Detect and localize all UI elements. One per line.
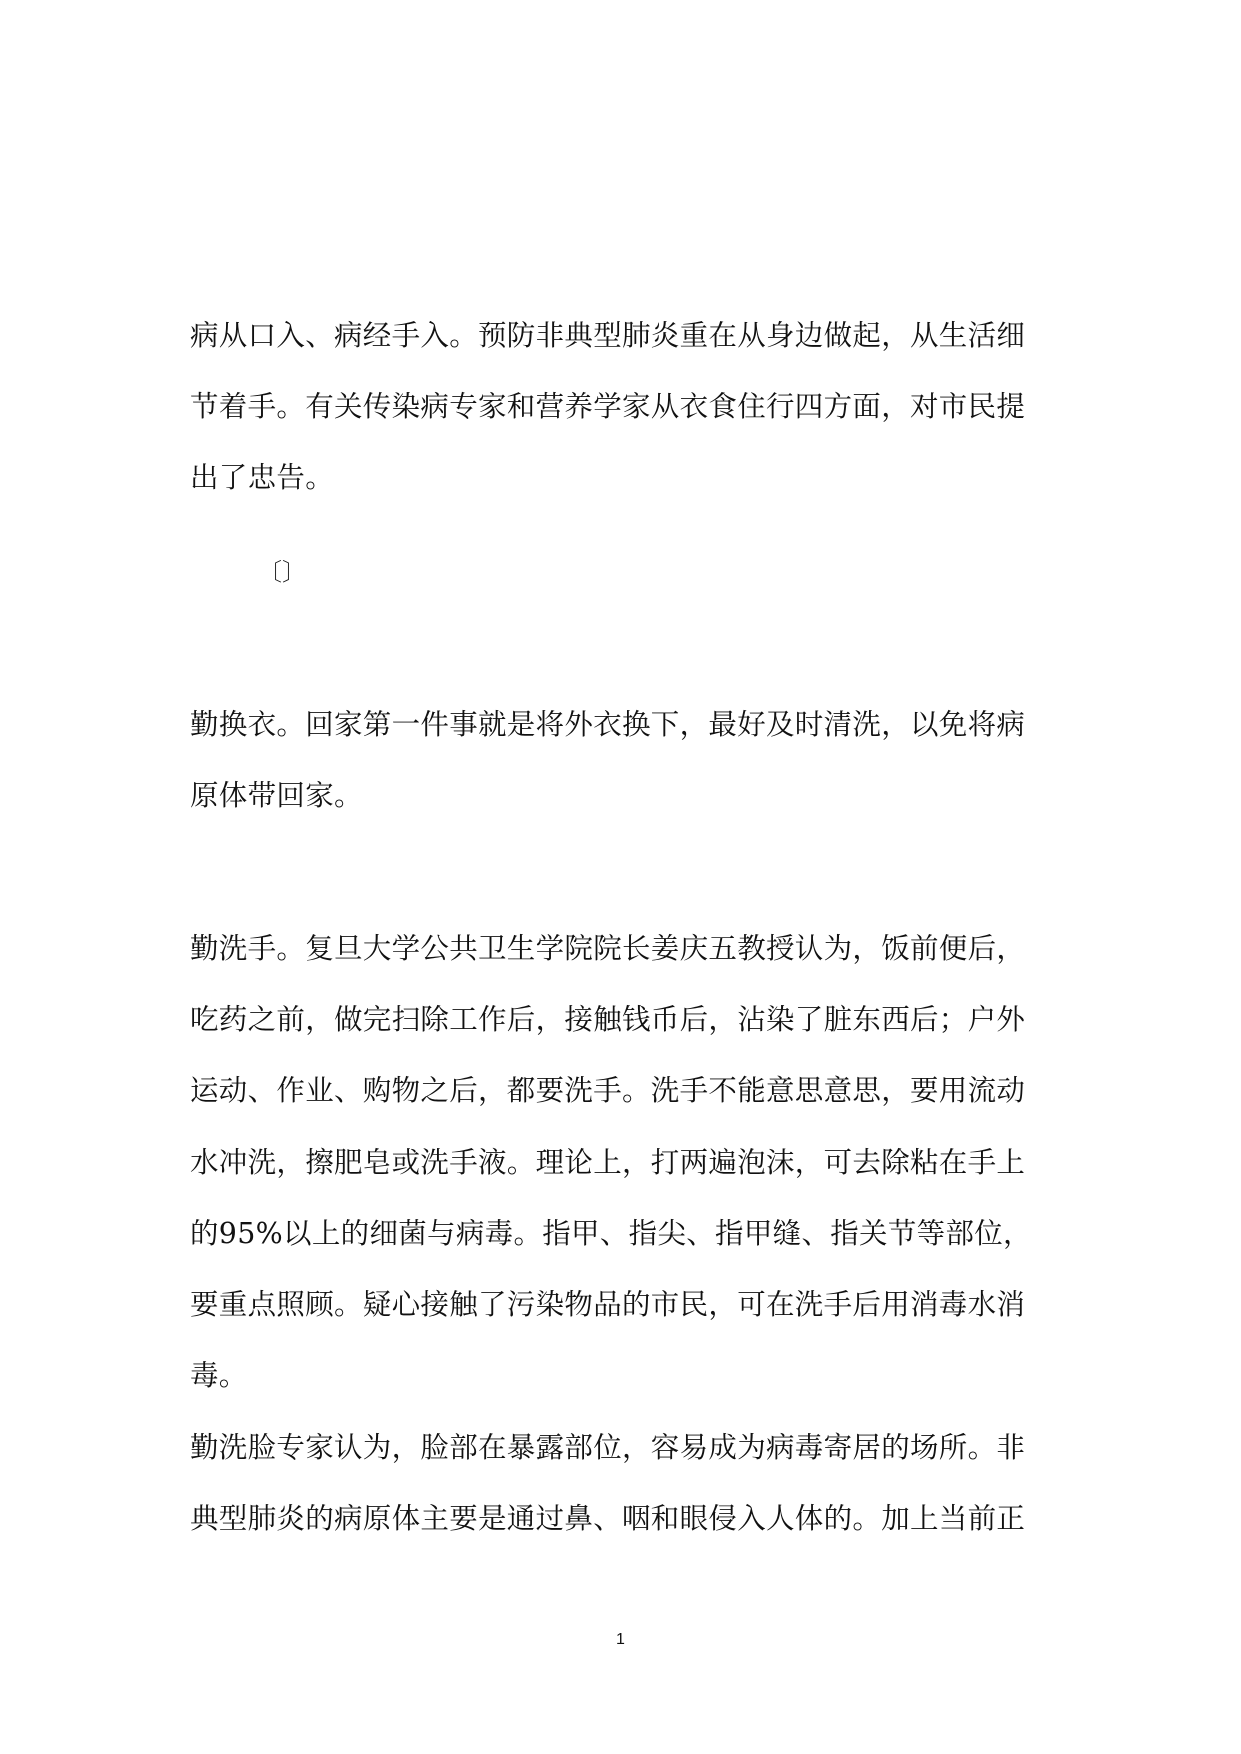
page-number: 1 [616, 1631, 625, 1648]
text-line: 运动、作业、购物之后，都要洗手。洗手不能意思意思，要用流动 [190, 1074, 1026, 1107]
text-line: 吃药之前，做完扫除工作后，接触钱币后，沾染了脏东西后；户外 [190, 1003, 1026, 1036]
text-line: 勤洗脸专家认为，脸部在暴露部位，容易成为病毒寄居的场所。非 [190, 1431, 1026, 1464]
text-line: 原体带回家。 [190, 779, 363, 812]
text-line: 水冲洗，擦肥皂或洗手液。理论上，打两遍泡沫，可去除粘在手上 [190, 1146, 1026, 1179]
text-line: 出了忠告。 [190, 461, 335, 494]
empty-bracket: 〔〕 [258, 558, 306, 586]
text-line: 勤洗手。复旦大学公共卫生学院院长姜庆五教授认为，饭前便后， [190, 932, 1026, 965]
text-line: 要重点照顾。疑心接触了污染物品的市民，可在洗手后用消毒水消 [190, 1288, 1026, 1321]
text-line: 毒。 [190, 1359, 248, 1392]
text-line: 的95%以上的细菌与病毒。指甲、指尖、指甲缝、指关节等部位， [190, 1217, 1032, 1250]
text-line: 节着手。有关传染病专家和营养学家从衣食住行四方面，对市民提 [190, 390, 1026, 423]
text-line: 勤换衣。回家第一件事就是将外衣换下，最好及时清洗，以免将病 [190, 708, 1026, 741]
text-line: 病从口入、病经手入。预防非典型肺炎重在从身边做起，从生活细 [190, 319, 1026, 352]
text-line: 典型肺炎的病原体主要是通过鼻、咽和眼侵入人体的。加上当前正 [190, 1502, 1026, 1535]
